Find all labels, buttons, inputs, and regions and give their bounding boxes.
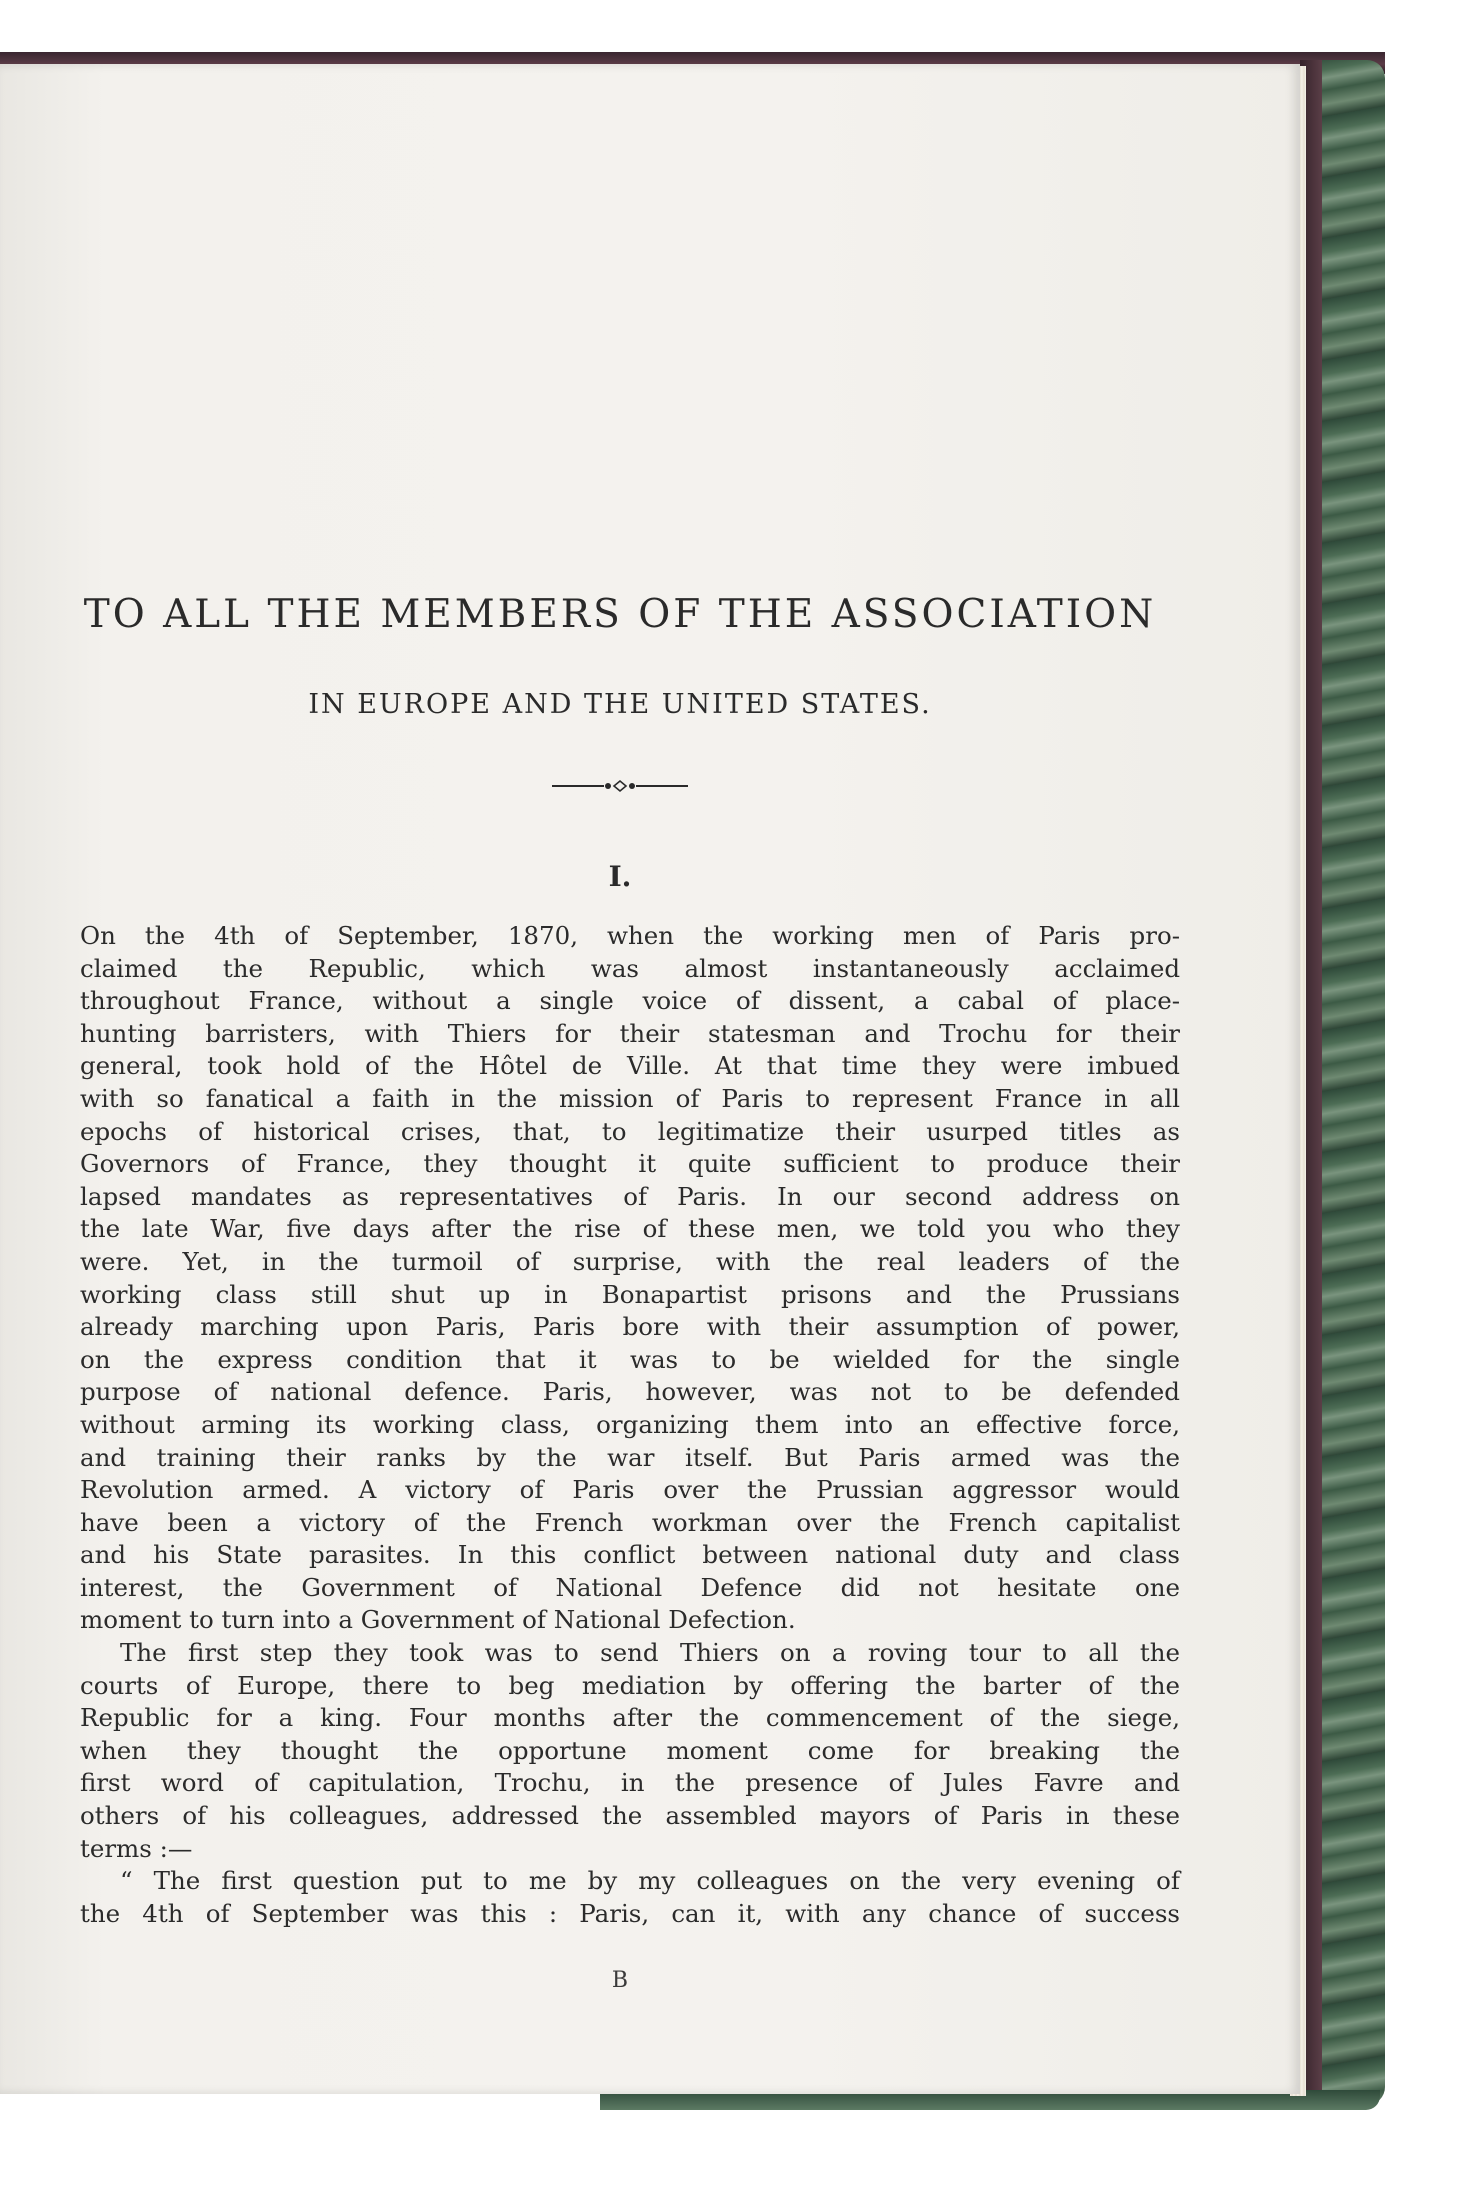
text-line: Republic for a king. Four months after the commencement of the siege, [80,1703,1180,1733]
text-line: already marching upon Paris, Paris bore with their assumption of power, [80,1312,1180,1342]
text-line: Governors of France, they thought it quite sufficient to produce their [80,1149,1180,1179]
text-line: interest, the Government of National Defence did not hesitate one [80,1572,1180,1602]
page-subtitle: IN EUROPE AND THE UNITED STATES. [308,689,932,720]
text-line: purpose of national defence. Paris, however, was not to be defended [80,1377,1180,1407]
text-line: with so fanatical a faith in the mission of Paris to represent France in all [80,1083,1180,1113]
text-line: general, took hold of the Hôtel de Ville. At that time they were imbued [80,1051,1180,1081]
text-line: claimed the Republic, which was almost instantaneously acclaimed [80,953,1180,983]
page-title: TO ALL THE MEMBERS OF THE ASSOCIATION [83,592,1157,637]
text-line: have been a victory of the French workman over the French capitalist [80,1507,1180,1537]
text-line: On the 4th of September, 1870, when the working men of Paris pro- [80,921,1180,950]
text-line: moment to turn into a Government of National Defection. [80,1605,796,1635]
text-line: “ The first question put to me by my colleagues on the very evening of [120,1866,1180,1896]
text-line: terms :— [80,1833,193,1863]
ornament-divider-icon [552,776,688,796]
body-text [80,920,1180,1930]
text-line: and training their ranks by the war itself. But Paris armed was the [80,1442,1180,1472]
section-numeral: I. [608,860,632,893]
text-line: the 4th of September was this : Paris, can it, with any chance of success [80,1898,1180,1928]
text-line: epochs of historical crises, that, to legitimatize their usurped titles as [80,1116,1180,1146]
text-line: throughout France, without a single voice of dissent, a cabal of place- [80,986,1180,1016]
text-line: The first step they took was to send Thiers on a roving tour to all the [120,1638,1180,1668]
text-line: on the express condition that it was to be wielded for the single [80,1344,1180,1374]
text-line: when they thought the opportune moment come for breaking the [80,1735,1180,1765]
text-line: first word of capitulation, Trochu, in the presence of Jules Favre and [80,1768,1180,1798]
text-line: Revolution armed. A victory of Paris over the Prussian aggressor would [80,1475,1180,1505]
signature-mark: B [611,1968,629,1993]
text-line: lapsed mandates as representatives of Paris. In our second address on [80,1181,1180,1211]
text-line: were. Yet, in the turmoil of surprise, with the real leaders of the [80,1246,1180,1276]
text-line: without arming its working class, organizing them into an effective force, [80,1409,1180,1439]
text-line: others of his colleagues, addressed the assembled mayors of Paris in these [80,1801,1180,1831]
text-line: and his State parasites. In this conflict between national duty and class [80,1540,1180,1570]
text-line: working class still shut up in Bonapartist prisons and the Prussians [80,1279,1180,1309]
text-line: hunting barristers, with Thiers for their statesman and Trochu for their [80,1018,1180,1048]
book-page [0,64,1300,2094]
text-line: courts of Europe, there to beg mediation by offering the barter of the [80,1670,1180,1700]
text-line: the late War, five days after the rise of these men, we told you who they [80,1214,1180,1244]
